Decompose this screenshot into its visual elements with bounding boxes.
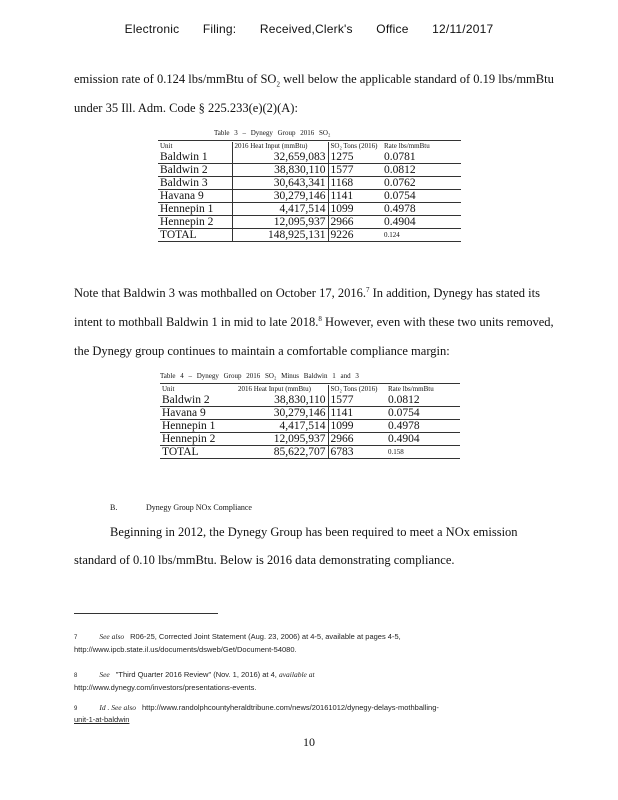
footnote-divider xyxy=(74,613,218,614)
table3-col-unit: Unit xyxy=(160,142,173,150)
table3-r0-heat: 32,659,083 xyxy=(232,151,328,164)
table4 xyxy=(160,385,460,459)
table3-total-tons: 9226 xyxy=(328,229,382,242)
footnote-9-see: Id . See also xyxy=(99,703,137,712)
footnote-9-link[interactable]: http://www.randolphcountyheraldtribune.com/news/20161012/dynegy-delays-mothballing- xyxy=(142,703,439,712)
table4-r0-heat: 38,830,110 xyxy=(236,394,328,407)
table3-col-so2: SO₂ Tons (2016) xyxy=(328,142,382,151)
table-row xyxy=(158,203,461,216)
table4-total-heat: 85,622,707 xyxy=(236,446,328,459)
table3-r5-heat: 12,095,937 xyxy=(232,216,328,229)
table3-col-rate: Rate lbs/mmBtu xyxy=(384,142,430,150)
footnote-9-line1 xyxy=(74,703,439,712)
table3 xyxy=(158,142,461,242)
footnote-8-text: "Third Quarter 2016 Review" (Nov. 1, 2016) at 4, xyxy=(115,670,277,679)
table3-r3-tons: 1141 xyxy=(328,190,382,203)
table-row xyxy=(160,407,460,420)
table4-r0-tons: 1577 xyxy=(328,394,386,407)
para2-line3: the Dynegy group continues to maintain a comfortable compliance margin: xyxy=(74,344,450,358)
table3-top-rule xyxy=(158,140,461,141)
table4-r1-heat: 30,279,146 xyxy=(236,407,328,420)
table3-r1-rate: 0.0812 xyxy=(382,164,461,177)
table-row xyxy=(158,216,461,229)
table3-r3-unit: Havana 9 xyxy=(158,190,232,203)
table-row xyxy=(160,394,460,407)
footnote-ref-8[interactable]: 8 xyxy=(318,315,322,323)
table4-r0-unit: Baldwin 2 xyxy=(160,394,236,407)
table4-header-row xyxy=(160,385,460,394)
table3-total-heat: 148,925,131 xyxy=(232,229,328,242)
para3-line1: Beginning in 2012, the Dynegy Group has been required to meet a NOx emission xyxy=(110,525,518,539)
table3-total-unit: TOTAL xyxy=(158,229,232,242)
table-row xyxy=(160,420,460,433)
para3-line2: standard of 0.10 lbs/mmBtu. Below is 2016 data demonstrating compliance. xyxy=(74,553,455,567)
table4-col-rate: Rate lbs/mmBtu xyxy=(388,385,434,393)
para1-line2: under 35 Ill. Adm. Code § 225.233(e)(2)(A): xyxy=(74,101,298,115)
table3-r3-rate: 0.0754 xyxy=(382,190,461,203)
table-row xyxy=(158,164,461,177)
table4-r2-heat: 4,417,514 xyxy=(236,420,328,433)
table3-r4-rate: 0.4978 xyxy=(382,203,461,216)
table3-r4-heat: 4,417,514 xyxy=(232,203,328,216)
table4-r2-tons: 1099 xyxy=(328,420,386,433)
footnote-ref-7[interactable]: 7 xyxy=(365,286,370,294)
para2-line1-b: In addition, Dynegy has stated its xyxy=(369,286,540,301)
table3-r2-tons: 1168 xyxy=(328,177,382,190)
footnote-8-available: available at xyxy=(278,670,315,679)
table4-r3-heat: 12,095,937 xyxy=(236,433,328,446)
page-number: 10 xyxy=(303,735,315,749)
table4-r0-rate: 0.0812 xyxy=(386,394,460,407)
para2-line2 xyxy=(74,315,554,330)
table-row xyxy=(158,151,461,164)
table3-r2-unit: Baldwin 3 xyxy=(158,177,232,190)
para1-line1-a: emission rate of 0.124 lbs/mmBtu of SO xyxy=(74,72,277,86)
table3-r1-heat: 38,830,110 xyxy=(232,164,328,177)
footnote-9-link-cont[interactable]: unit-1-at-baldwin xyxy=(74,715,130,724)
table3-r2-rate: 0.0762 xyxy=(382,177,461,190)
footnote-8-see: See xyxy=(99,670,110,679)
table4-col-heat: 2016 Heat Input (mmBtu) xyxy=(238,385,311,393)
para1-so2-subscript: 2 xyxy=(276,80,280,89)
table3-r4-tons: 1099 xyxy=(328,203,382,216)
para2-line1 xyxy=(74,286,540,301)
table4-total-rate: 0.158 xyxy=(386,446,460,459)
table-row-total xyxy=(160,446,460,459)
table4-total-unit: TOTAL xyxy=(160,446,236,459)
footnote-7-number: 7 xyxy=(74,635,78,641)
table3-r5-rate: 0.4904 xyxy=(382,216,461,229)
footnote-9-number: 9 xyxy=(74,706,78,712)
header-received: Received,Clerk's xyxy=(259,22,353,36)
table4-r1-tons: 1141 xyxy=(328,407,386,420)
table4-r2-unit: Hennepin 1 xyxy=(160,420,236,433)
footnote-7-line1 xyxy=(74,632,401,641)
table3-r0-unit: Baldwin 1 xyxy=(158,151,232,164)
table3-total-rate: 0.124 xyxy=(382,229,461,242)
table-row xyxy=(158,177,461,190)
table3-r1-unit: Baldwin 2 xyxy=(158,164,232,177)
para2-line2-b: However, even with these two units removed, xyxy=(321,315,554,330)
footnote-8-line1 xyxy=(74,670,315,679)
footnote-7-text: R06-25, Corrected Joint Statement (Aug. 23, 2006) at 4-5, available at pages 4-5, xyxy=(130,632,401,641)
table4-top-rule xyxy=(160,383,460,384)
table3-r5-unit: Hennepin 2 xyxy=(158,216,232,229)
table4-col-so2: SO₂ Tons (2016) xyxy=(328,385,386,394)
table4-r3-unit: Hennepin 2 xyxy=(160,433,236,446)
section-b-letter: B. xyxy=(110,503,118,512)
table4-total-tons: 6783 xyxy=(328,446,386,459)
table3-header-row xyxy=(158,142,461,151)
footnote-7-link[interactable]: http://www.ipcb.state.il.us/documents/dsweb/Get/Document-54080. xyxy=(74,645,297,654)
header-date: 12/11/2017 xyxy=(432,22,494,36)
table3-r4-unit: Hennepin 1 xyxy=(158,203,232,216)
table3-r2-heat: 30,643,341 xyxy=(232,177,328,190)
table4-r3-rate: 0.4904 xyxy=(386,433,460,446)
footnote-7-see: See also xyxy=(99,632,125,641)
footnote-8-link[interactable]: http://www.dynegy.com/investors/presentations-events. xyxy=(74,683,257,692)
table4-r3-tons: 2966 xyxy=(328,433,386,446)
section-b-title: Dynegy Group NOx Compliance xyxy=(146,503,252,512)
header-office: Office xyxy=(376,22,409,36)
table4-r1-unit: Havana 9 xyxy=(160,407,236,420)
table4-r2-rate: 0.4978 xyxy=(386,420,460,433)
table-row-total xyxy=(158,229,461,242)
filing-header xyxy=(0,22,618,36)
table-row xyxy=(158,190,461,203)
table3-r0-rate: 0.0781 xyxy=(382,151,461,164)
para1-line1-b: well below the applicable standard of 0.19 lbs/mmBtu xyxy=(279,72,554,86)
table3-r1-tons: 1577 xyxy=(328,164,382,177)
table3-r5-tons: 2966 xyxy=(328,216,382,229)
footnote-8-number: 8 xyxy=(74,673,78,679)
table-row xyxy=(160,433,460,446)
header-electronic: Electronic xyxy=(124,22,180,36)
para2-line1-a: Note that Baldwin 3 was mothballed on October 17, 2016. xyxy=(74,286,366,301)
table4-col-unit: Unit xyxy=(162,385,175,393)
header-filing: Filing: xyxy=(202,22,237,36)
table3-caption: Table 3 – Dynegy Group 2016 SO₂ xyxy=(214,129,331,137)
para2-line2-a: intent to mothball Baldwin 1 in mid to late 2018. xyxy=(74,315,319,330)
para1-line1 xyxy=(74,72,554,89)
table3-r0-tons: 1275 xyxy=(328,151,382,164)
table4-r1-rate: 0.0754 xyxy=(386,407,460,420)
table4-caption: Table 4 – Dynegy Group 2016 SO₂ Minus Baldwin 1 and 3 xyxy=(160,372,359,380)
table3-r3-heat: 30,279,146 xyxy=(232,190,328,203)
table3-col-heat: 2016 Heat Input (mmBtu) xyxy=(232,142,328,151)
